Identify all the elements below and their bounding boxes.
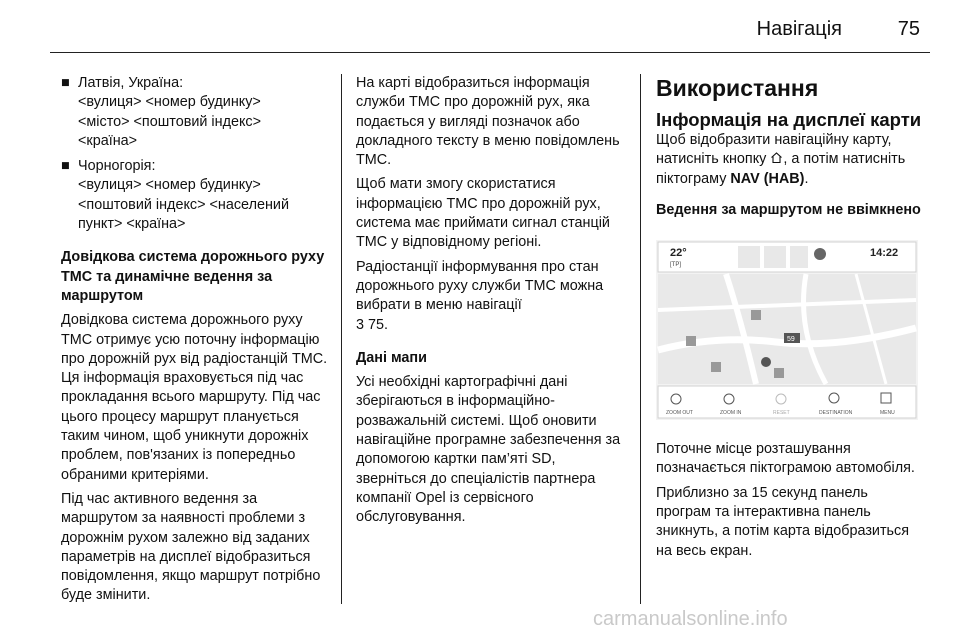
tmc-map-paragraph: На карті відобразиться інформація служби TMC про дорожній рух, яка подається у вигляді позначок або докладного тексту в меню повідомлень TMC. — [356, 75, 620, 169]
map-data-paragraph: Усі необхідні картографічні дані зберігаються в інформаційно-розважальній системі. Щоб оновити навігаційне програмне забезпечення за допомогою картки пам’яті SD, зверніться до спеціалістів партнера компанії Opel із сервісного обслуговування. — [356, 374, 621, 526]
column-3 — [656, 74, 924, 566]
address-line: <країна> — [78, 132, 138, 149]
address-format-montenegro — [61, 157, 329, 234]
map-display-paragraph: Щоб відобразити навігаційну карту, натисніть кнопку , а потім натисніть піктограму NAV (НАВ). — [656, 132, 906, 187]
home-icon — [770, 151, 783, 164]
header-rule — [50, 52, 930, 53]
address-line: <вулиця> <номер будинку> — [78, 177, 261, 194]
zoom-in-button[interactable]: ZOOM IN — [720, 410, 742, 417]
page-header — [0, 18, 960, 52]
address-line: <поштовий індекс> <населений — [78, 196, 289, 213]
tmc-heading: Довідкова система дорожнього руху TMC та динамічне ведення за маршрутом — [61, 249, 325, 304]
bullet-mark: ■ — [61, 158, 70, 175]
column-1 — [61, 74, 329, 611]
country-label: Чорногорія: — [78, 158, 156, 175]
fullscreen-map-paragraph: Приблизно за 15 секунд панель програм та інтерактивна панель зникнуть, а потім карта відобразиться на весь екран. — [656, 484, 910, 559]
map-screen-illustration — [656, 240, 918, 420]
reset-button[interactable]: RESET — [773, 410, 790, 417]
vehicle-position-paragraph: Поточне місце розташування позначається піктограмою автомобіля. — [656, 441, 915, 477]
address-format-latvia-ukraine — [61, 74, 329, 151]
tmc-stations-paragraph — [356, 258, 626, 335]
country-label: Латвія, Україна: — [78, 75, 184, 91]
usage-heading: Використання — [656, 75, 819, 101]
destination-button[interactable]: DESTINATION — [819, 410, 853, 417]
dynamic-guidance-paragraph: Під час активного ведення за маршрутом за наявності проблеми з дорожнім рухом залежно від заданих параметрів на дисплеї відобразиться повідомлення, якщо маршрут потрібно буде змінити. — [61, 490, 321, 604]
screen-tp-label: [TP] — [670, 262, 682, 269]
address-line: пункт> <країна> — [78, 216, 186, 233]
section-title: Навігація — [756, 18, 842, 40]
screen-temperature: 22° — [670, 247, 687, 260]
navigation-screen-image — [656, 240, 918, 420]
tmc-stations-text: Радіостанції інформування про стан дорожнього руху служби TMC можна вибрати в меню навігації — [356, 258, 604, 314]
screen-time: 14:22 — [870, 247, 899, 260]
map-info-heading: Інформація на дисплеї карти — [656, 109, 922, 130]
bullet-mark: ■ — [61, 75, 70, 91]
tmc-reception-paragraph: Щоб мати змогу скористатися інформацією TMC про дорожній рух, система має приймати сигнал станцій TMC у відповідному регіоні. — [356, 176, 610, 251]
tmc-paragraph: Довідкова система дорожнього руху TMC отримує усю поточну інформацію про дорожній рух від радіостанцій TMC. Ця інформація враховується під час прокладання всього маршруту. Під час цього процесу маршрут планується таким чином, щоб уникнути дорожніх проблем, пов'язаних із попередньо обраними критеріями. — [61, 312, 328, 483]
address-line: <місто> <поштовий індекс> — [78, 113, 262, 130]
map-data-heading: Дані мапи — [356, 349, 427, 366]
column-divider — [341, 74, 342, 604]
screen-road-sign: 59 — [787, 336, 795, 344]
address-line: <вулиця> <номер будинку> — [78, 94, 261, 111]
zoom-out-button[interactable]: ZOOM OUT — [666, 410, 693, 417]
page-ref[interactable]: 75. — [368, 316, 389, 333]
column-divider — [640, 74, 641, 604]
no-guidance-heading: Ведення за маршрутом не ввімкнено — [656, 201, 921, 218]
watermark: carmanualsonline.info — [593, 608, 788, 630]
menu-button[interactable]: MENU — [880, 410, 895, 417]
page-ref-symbol: 3 — [356, 316, 365, 333]
nav-icon-label: NAV (НАВ) — [730, 170, 805, 187]
page-number: 75 — [897, 18, 920, 40]
column-2 — [356, 74, 626, 533]
